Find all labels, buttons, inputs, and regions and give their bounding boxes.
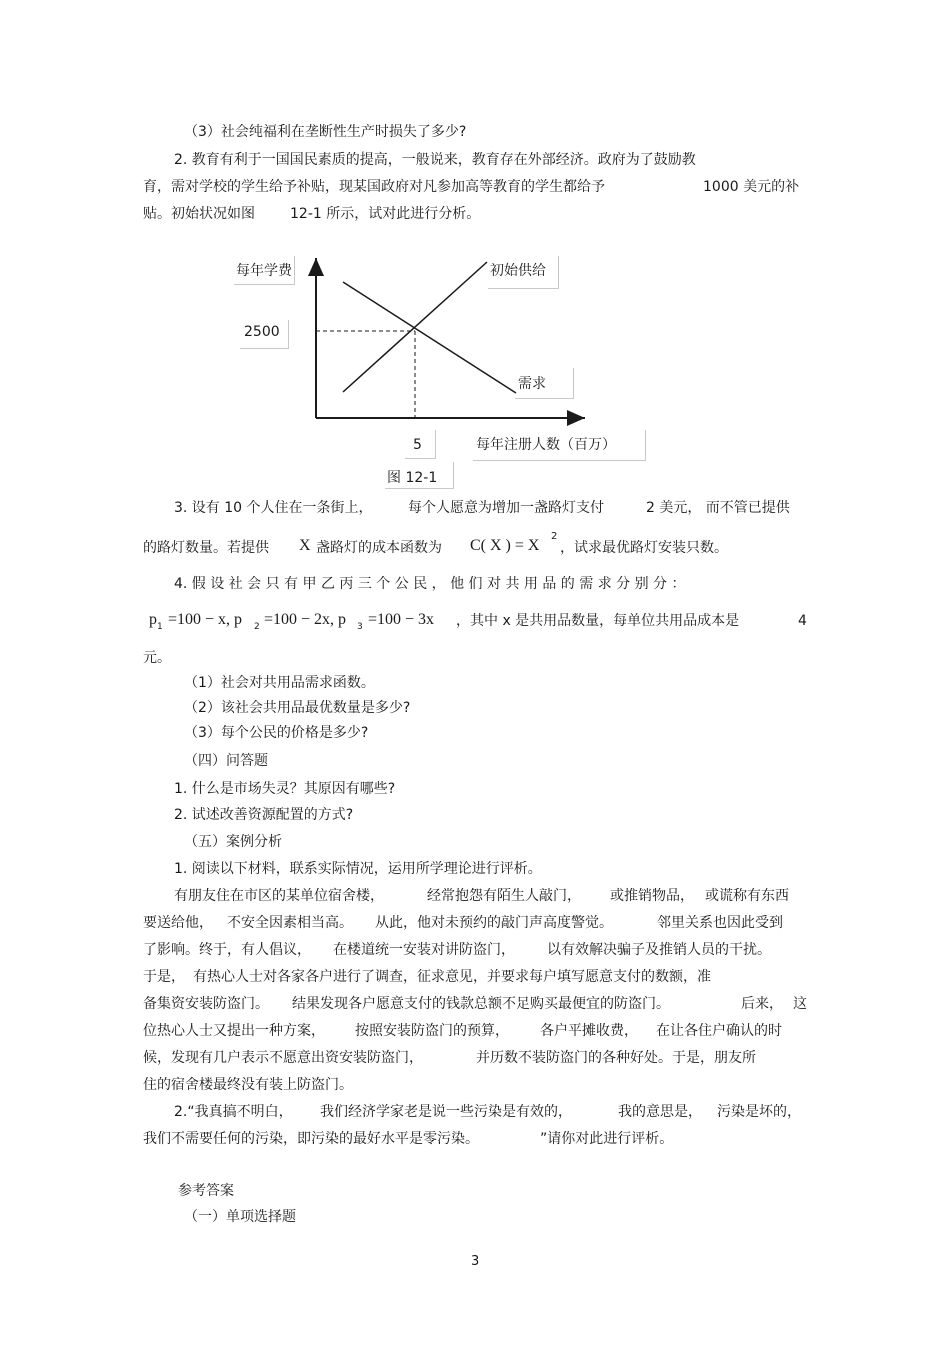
- case-1-intro: 1. 阅读以下材料，联系实际情况，运用所学理论进行评析。: [174, 861, 542, 877]
- case-1-l1d: 或谎称有东西: [705, 888, 789, 904]
- p3-subscript: 3: [357, 622, 363, 632]
- case-1-l6d: 在让各住户确认的时: [656, 1023, 782, 1039]
- section-4-heading: （四）问答题: [184, 753, 268, 769]
- sub-question-3: （3）社会纯福利在垄断性生产时损失了多少?: [184, 124, 467, 140]
- var-x: X: [299, 537, 311, 554]
- case-2-l2b: ”请你对此进行评析。: [540, 1131, 674, 1147]
- case-1-l8: 住的宿舍楼最终没有装上防盗门。: [143, 1077, 353, 1093]
- case-1-l4a: 于是，: [143, 969, 185, 985]
- case-1-l3a: 了影响。终于，有人倡议，: [143, 942, 311, 958]
- chart-canvas: [0, 0, 950, 520]
- case-1-l6b: 按照安装防盗门的预算，: [355, 1023, 509, 1039]
- problem-2-figure-ref: 12-1 所示，试对此进行分析。: [290, 206, 481, 222]
- problem-2-line-3: 贴。初始状况如图: [143, 206, 255, 222]
- problem-4-line-1: 4. 假 设 社 会 只 有 甲 乙 丙 三 个 公 民 ， 他 们 对 共 用 品 的 需 求 分 别 分 ：: [174, 576, 686, 592]
- problem-2-line-1: 2. 教育有利于一国国民素质的提高，一般说来，教育存在外部经济。政府为了鼓励教: [174, 152, 696, 168]
- case-1-l3b: 在楼道统一安装对讲防盗门，: [333, 942, 515, 958]
- case-1-l1b: 经常抱怨有陌生人敲门，: [427, 888, 581, 904]
- demand-curve: [343, 282, 516, 393]
- problem-4-q1: （1）社会对共用品需求函数。: [184, 675, 375, 691]
- chart-ytick: 2500: [244, 324, 280, 340]
- p2-subscript: 2: [254, 622, 260, 632]
- case-1-l7b: 并历数不装防盗门的各种好处。于是，朋友所: [476, 1050, 756, 1066]
- problem-3-line-2b: 盏路灯的成本函数为: [316, 540, 442, 556]
- demand-label: 需求: [518, 376, 546, 392]
- demand-eq-2: =100 − 2x, p: [264, 611, 347, 628]
- case-1-l5c: 后来，: [741, 996, 783, 1012]
- demand-eq-3: =100 − 3x: [368, 611, 435, 628]
- p1-symbol: p: [149, 611, 157, 628]
- problem-4-line-3: 元。: [143, 650, 171, 666]
- case-1-l5b: 结果发现各户愿意支付的钱款总额不足购买最便宜的防盗门。: [292, 996, 670, 1012]
- case-1-l1a: 有朋友住在市区的某单位宿舍楼，: [174, 888, 384, 904]
- problem-4-q3: （3）每个公民的价格是多少?: [184, 725, 369, 741]
- case-1-l4b: 有热心人士对各家各户进行了调查，征求意见，并要求每户填写愿意支付的数额，准: [193, 969, 711, 985]
- cost-function-exponent: 2: [551, 531, 558, 542]
- problem-2-amount: 1000 美元的补: [703, 179, 800, 195]
- problem-3-line-2c: ，试求最优路灯安装只数。: [560, 540, 728, 556]
- problem-3-line-1c: 2 美元， 而不管已提供: [646, 500, 790, 516]
- case-2-l2a: 我们不需要任何的污染，即污染的最好水平是零污染。: [143, 1131, 479, 1147]
- case-1-l6c: 各户平摊收费，: [540, 1023, 638, 1039]
- case-1-l7a: 候，发现有几户表示不愿意出资安装防盗门，: [143, 1050, 423, 1066]
- figure-caption: 图 12-1: [387, 470, 438, 486]
- p1-subscript: 1: [157, 622, 163, 632]
- chart-xtick: 5: [413, 437, 422, 453]
- problem-4-line-2: ，其中 x 是共用品数量，每单位共用品成本是: [456, 613, 740, 629]
- section-5-heading: （五）案例分析: [184, 834, 282, 850]
- answers-section-1: （一）单项选择题: [184, 1209, 296, 1225]
- problem-2-line-2: 育，需对学校的学生给予补贴，现某国政府对凡参加高等教育的学生都给予: [143, 179, 605, 195]
- chart-xlabel: 每年注册人数（百万）: [476, 437, 616, 453]
- cost-function: C( X ) = X: [470, 537, 540, 554]
- chart-ylabel: 每年学费: [236, 263, 292, 279]
- section-4-q1: 1. 什么是市场失灵？其原因有哪些?: [174, 781, 396, 797]
- supply-label: 初始供给: [490, 263, 546, 279]
- demand-eq-1: =100 − x, p: [168, 611, 243, 628]
- case-2-l1b: 我们经济学家老是说一些污染是有效的，: [320, 1104, 572, 1120]
- case-1-l1c: 或推销物品，: [610, 888, 694, 904]
- section-4-q2: 2. 试述改善资源配置的方式?: [174, 807, 354, 823]
- problem-4-q2: （2）该社会共用品最优数量是多少?: [184, 700, 411, 716]
- case-1-l2b: 不安全因素相当高。: [227, 915, 353, 931]
- unit-cost: 4: [798, 613, 807, 629]
- case-1-l5d: 这: [793, 996, 807, 1012]
- case-1-l2c: 从此，他对未预约的敲门声高度警觉。: [375, 915, 613, 931]
- problem-3-line-1a: 3. 设有 10 个人住在一条街上，: [174, 500, 373, 516]
- page-number: 3: [471, 1254, 480, 1269]
- case-2-l1c: 我的意思是，: [618, 1104, 702, 1120]
- supply-curve: [343, 262, 487, 392]
- case-1-l3c: 以有效解决骗子及推销人员的干扰。: [547, 942, 771, 958]
- case-2-l1d: 污染是坏的，: [717, 1104, 801, 1120]
- problem-3-line-1b: 每个人愿意为增加一盏路灯支付: [408, 500, 604, 516]
- case-2-l1a: 2.“我真搞不明白，: [174, 1104, 293, 1120]
- case-1-l5a: 备集资安装防盗门。: [143, 996, 269, 1012]
- case-1-l2d: 邻里关系也因此受到: [657, 915, 783, 931]
- case-1-l6a: 位热心人士又提出一种方案，: [143, 1023, 325, 1039]
- case-1-l2a: 要送给他，: [143, 915, 213, 931]
- answers-heading: 参考答案: [178, 1183, 234, 1199]
- problem-3-line-2a: 的路灯数量。若提供: [143, 540, 269, 556]
